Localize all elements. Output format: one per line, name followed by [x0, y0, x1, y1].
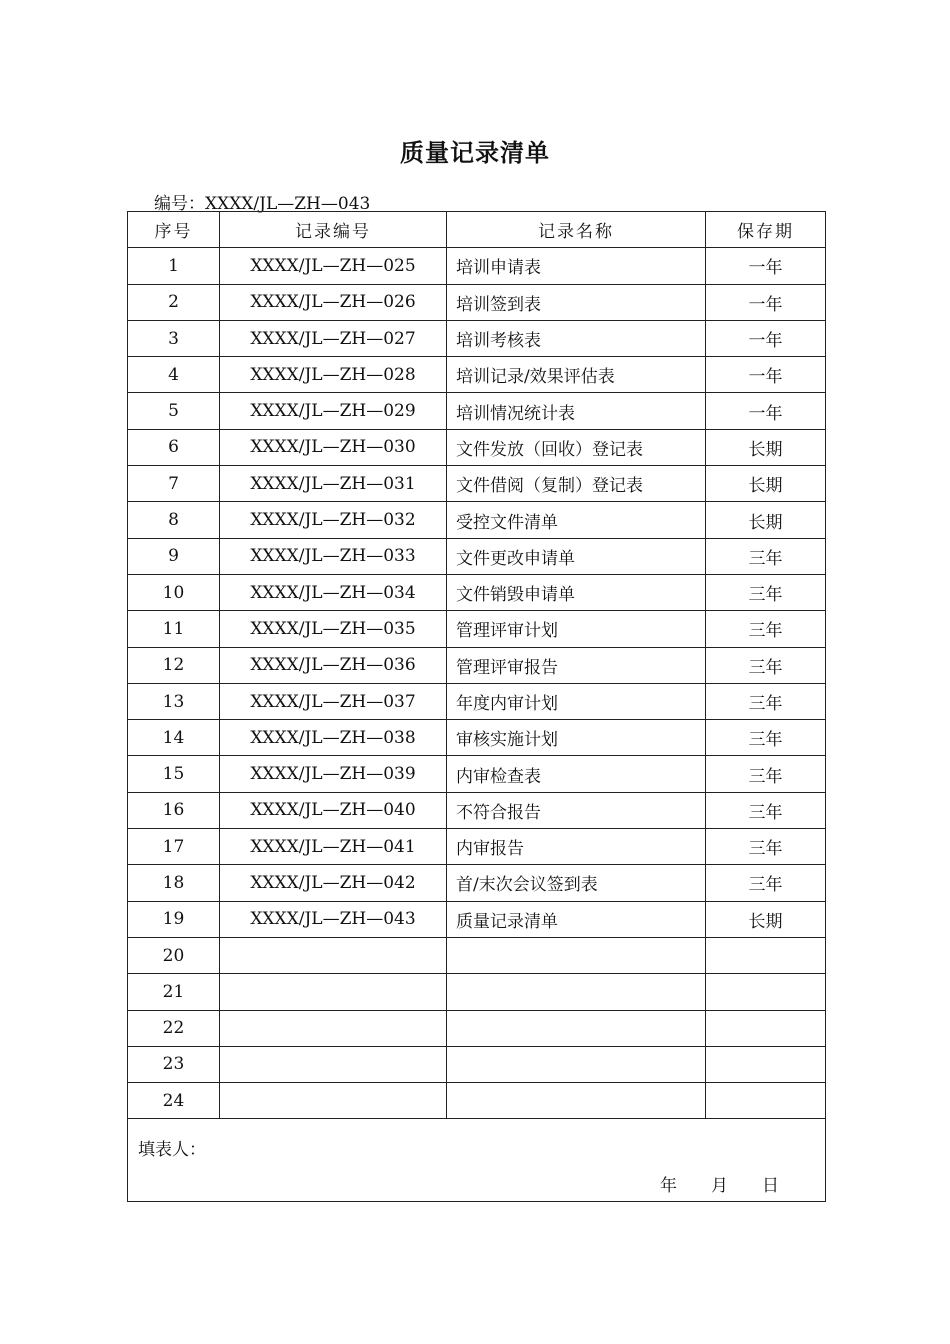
row-record-code: XXXX/JL—ZH—029 [220, 393, 447, 429]
footer-row [128, 1119, 826, 1202]
table-row [128, 974, 826, 1010]
table-row [128, 829, 826, 865]
row-seq: 11 [128, 611, 220, 647]
row-record-code: XXXX/JL—ZH—032 [220, 502, 447, 538]
row-record-name: 文件销毁申请单 [447, 574, 706, 610]
row-record-name: 文件借阅（复制）登记表 [447, 466, 706, 502]
row-retention: 三年 [706, 792, 826, 828]
row-record-name [447, 937, 706, 973]
filler-label: 填表人： [138, 1140, 206, 1161]
row-seq: 5 [128, 393, 220, 429]
row-record-name: 培训情况统计表 [447, 393, 706, 429]
header-record-code: 记录编号 [220, 212, 447, 248]
row-record-code: XXXX/JL—ZH—026 [220, 284, 447, 320]
row-retention: 三年 [706, 683, 826, 719]
row-record-code [220, 1046, 447, 1082]
table-row [128, 284, 826, 320]
header-record-name: 记录名称 [447, 212, 706, 248]
table-row [128, 1046, 826, 1082]
row-retention: 三年 [706, 611, 826, 647]
row-retention [706, 1010, 826, 1046]
table-row [128, 756, 826, 792]
row-retention: 三年 [706, 574, 826, 610]
row-record-code: XXXX/JL—ZH—042 [220, 865, 447, 901]
row-seq: 3 [128, 320, 220, 356]
row-record-name: 管理评审报告 [447, 647, 706, 683]
row-seq: 13 [128, 683, 220, 719]
row-retention: 一年 [706, 248, 826, 284]
row-seq: 21 [128, 974, 220, 1010]
row-seq: 15 [128, 756, 220, 792]
row-retention: 一年 [706, 393, 826, 429]
row-record-name: 首/末次会议签到表 [447, 865, 706, 901]
row-retention: 长期 [706, 901, 826, 937]
row-record-name: 质量记录清单 [447, 901, 706, 937]
row-record-code [220, 974, 447, 1010]
row-seq: 1 [128, 248, 220, 284]
date-day: 日 [762, 1176, 779, 1197]
row-retention: 三年 [706, 647, 826, 683]
row-retention [706, 937, 826, 973]
row-seq: 4 [128, 357, 220, 393]
row-record-code: XXXX/JL—ZH—034 [220, 574, 447, 610]
row-seq: 24 [128, 1083, 220, 1119]
row-record-code [220, 1010, 447, 1046]
records-table [127, 211, 826, 1202]
row-record-name: 管理评审计划 [447, 611, 706, 647]
row-record-name: 审核实施计划 [447, 720, 706, 756]
table-row [128, 466, 826, 502]
table-row [128, 901, 826, 937]
row-record-name: 培训签到表 [447, 284, 706, 320]
table-row [128, 538, 826, 574]
table-row [128, 502, 826, 538]
row-record-code: XXXX/JL—ZH—031 [220, 466, 447, 502]
row-record-name: 内审检查表 [447, 756, 706, 792]
row-record-code: XXXX/JL—ZH—028 [220, 357, 447, 393]
header-retention: 保存期 [706, 212, 826, 248]
row-record-name: 年度内审计划 [447, 683, 706, 719]
row-record-code: XXXX/JL—ZH—033 [220, 538, 447, 574]
table-row [128, 647, 826, 683]
table-row [128, 611, 826, 647]
row-seq: 18 [128, 865, 220, 901]
row-seq: 6 [128, 429, 220, 465]
row-record-code: XXXX/JL—ZH—035 [220, 611, 447, 647]
row-record-name: 不符合报告 [447, 792, 706, 828]
table-row [128, 320, 826, 356]
table-row [128, 720, 826, 756]
table-row [128, 865, 826, 901]
table-row [128, 792, 826, 828]
footer-cell [128, 1119, 826, 1202]
row-seq: 22 [128, 1010, 220, 1046]
row-record-name [447, 1046, 706, 1082]
row-record-name: 培训考核表 [447, 320, 706, 356]
row-record-code: XXXX/JL—ZH—036 [220, 647, 447, 683]
row-record-code: XXXX/JL—ZH—040 [220, 792, 447, 828]
row-seq: 7 [128, 466, 220, 502]
table-row [128, 1083, 826, 1119]
row-record-name [447, 974, 706, 1010]
row-retention: 三年 [706, 829, 826, 865]
row-record-name [447, 1010, 706, 1046]
row-retention [706, 974, 826, 1010]
row-record-code: XXXX/JL—ZH—030 [220, 429, 447, 465]
row-retention: 三年 [706, 538, 826, 574]
row-record-name: 内审报告 [447, 829, 706, 865]
row-retention: 三年 [706, 756, 826, 792]
table-body [128, 248, 826, 1119]
table-row [128, 937, 826, 973]
row-record-name: 培训记录/效果评估表 [447, 357, 706, 393]
row-seq: 19 [128, 901, 220, 937]
row-retention: 一年 [706, 284, 826, 320]
row-record-code: XXXX/JL—ZH—025 [220, 248, 447, 284]
row-retention: 长期 [706, 502, 826, 538]
table-row [128, 393, 826, 429]
row-record-code: XXXX/JL—ZH—043 [220, 901, 447, 937]
row-retention: 一年 [706, 320, 826, 356]
row-record-name [447, 1083, 706, 1119]
row-seq: 14 [128, 720, 220, 756]
row-seq: 10 [128, 574, 220, 610]
row-record-code: XXXX/JL—ZH—039 [220, 756, 447, 792]
row-retention: 一年 [706, 357, 826, 393]
row-record-code: XXXX/JL—ZH—041 [220, 829, 447, 865]
row-seq: 23 [128, 1046, 220, 1082]
date-year: 年 [660, 1176, 677, 1197]
row-record-code [220, 1083, 447, 1119]
row-seq: 9 [128, 538, 220, 574]
row-record-name: 培训申请表 [447, 248, 706, 284]
row-retention [706, 1083, 826, 1119]
row-seq: 8 [128, 502, 220, 538]
row-seq: 20 [128, 937, 220, 973]
table-row [128, 248, 826, 284]
table-row [128, 1010, 826, 1046]
row-record-name: 文件更改申请单 [447, 538, 706, 574]
row-record-name: 文件发放（回收）登记表 [447, 429, 706, 465]
table-header-row [128, 212, 826, 248]
table-row [128, 429, 826, 465]
row-seq: 16 [128, 792, 220, 828]
row-record-code: XXXX/JL—ZH—037 [220, 683, 447, 719]
row-retention: 三年 [706, 865, 826, 901]
row-retention [706, 1046, 826, 1082]
row-retention: 长期 [706, 429, 826, 465]
row-seq: 2 [128, 284, 220, 320]
row-retention: 长期 [706, 466, 826, 502]
table-row [128, 683, 826, 719]
date-line [660, 1171, 779, 1196]
row-retention: 三年 [706, 720, 826, 756]
row-seq: 12 [128, 647, 220, 683]
table-row [128, 357, 826, 393]
row-record-code [220, 937, 447, 973]
document-code: 编号：XXXX/JL—ZH—043 [154, 194, 371, 214]
header-seq: 序号 [128, 212, 220, 248]
table-row [128, 574, 826, 610]
date-month: 月 [711, 1176, 728, 1197]
row-record-code: XXXX/JL—ZH—038 [220, 720, 447, 756]
row-record-code: XXXX/JL—ZH—027 [220, 320, 447, 356]
row-record-name: 受控文件清单 [447, 502, 706, 538]
row-seq: 17 [128, 829, 220, 865]
document-title: 质量记录清单 [400, 139, 550, 167]
